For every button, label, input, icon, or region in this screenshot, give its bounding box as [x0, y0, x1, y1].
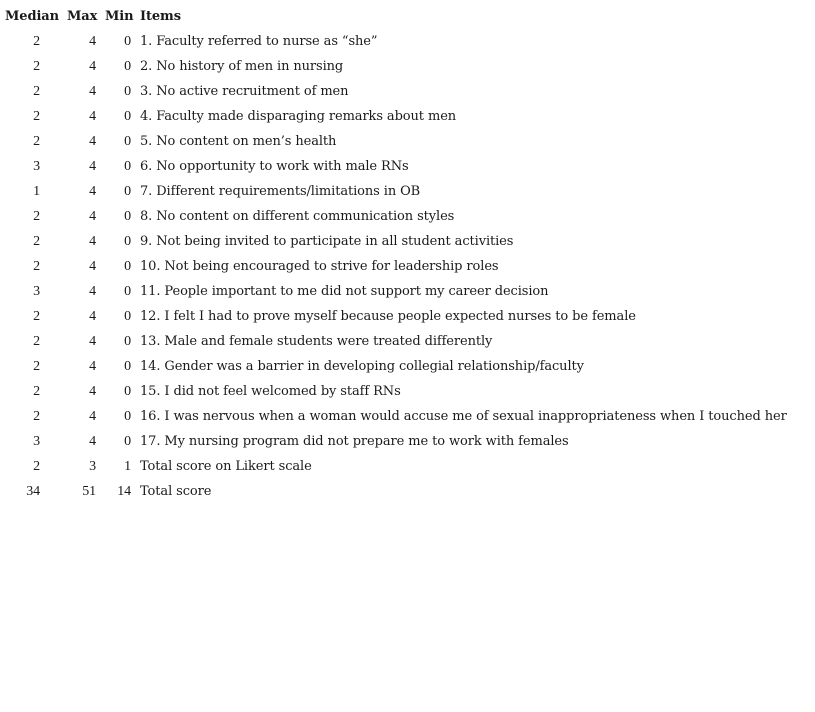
item-text: 15. I did not feel welcomed by staff RNs — [140, 384, 401, 399]
min-value: 0 — [124, 408, 131, 424]
min-value: 0 — [124, 133, 131, 149]
max-value: 4 — [89, 133, 96, 149]
median-value: 2 — [33, 258, 40, 274]
item-text: 4. Faculty made disparaging remarks about men — [140, 109, 457, 124]
min-value: 1 — [124, 458, 131, 474]
min-value: 0 — [124, 233, 131, 249]
table-row — [5, 329, 787, 354]
max-value: 51 — [82, 483, 96, 499]
median-value: 2 — [33, 233, 40, 249]
max-value: 4 — [89, 433, 96, 449]
item-text: 12. I felt I had to prove myself because people expected nurses to be female — [140, 309, 636, 324]
median-value: 1 — [33, 183, 40, 199]
median-value: 2 — [33, 383, 40, 399]
max-value: 4 — [89, 108, 96, 124]
min-value: 14 — [117, 483, 131, 499]
min-header: Min — [105, 9, 134, 24]
table-row — [5, 404, 787, 429]
median-header: Median — [5, 9, 59, 24]
max-value: 4 — [89, 58, 96, 74]
median-value: 2 — [33, 308, 40, 324]
median-value: 2 — [33, 208, 40, 224]
table-row — [5, 179, 787, 204]
item-text: 14. Gender was a barrier in developing collegial relationship/faculty — [140, 359, 584, 374]
median-value: 2 — [33, 133, 40, 149]
min-value: 0 — [124, 108, 131, 124]
median-value: 2 — [33, 33, 40, 49]
table-row — [5, 354, 787, 379]
median-value: 2 — [33, 83, 40, 99]
max-value: 4 — [89, 233, 96, 249]
item-text: Total score — [140, 484, 212, 499]
min-value: 0 — [124, 308, 131, 324]
max-value: 4 — [89, 358, 96, 374]
median-value: 2 — [33, 358, 40, 374]
max-value: 4 — [89, 283, 96, 299]
table-row — [5, 379, 787, 404]
items-header: Items — [140, 9, 181, 24]
min-value: 0 — [124, 33, 131, 49]
max-value: 4 — [89, 83, 96, 99]
item-text: 5. No content on men’s health — [140, 134, 337, 149]
statistics-table — [5, 4, 787, 504]
max-value: 4 — [89, 408, 96, 424]
item-text: 16. I was nervous when a woman would accuse me of sexual inappropriateness when I touched her — [140, 409, 787, 424]
table-row — [5, 479, 787, 504]
item-text: 17. My nursing program did not prepare me to work with females — [140, 434, 569, 449]
median-value: 3 — [33, 433, 40, 449]
table-body — [5, 29, 787, 504]
max-value: 4 — [89, 258, 96, 274]
item-text: 3. No active recruitment of men — [140, 84, 349, 99]
table-header-row — [5, 4, 787, 29]
item-text: 7. Different requirements/limitations in OB — [140, 184, 421, 199]
max-value: 4 — [89, 158, 96, 174]
median-value: 2 — [33, 458, 40, 474]
table-row — [5, 204, 787, 229]
max-value: 4 — [89, 183, 96, 199]
item-text: 13. Male and female students were treated differently — [140, 334, 493, 349]
item-text: 10. Not being encouraged to strive for leadership roles — [140, 259, 499, 274]
table-row — [5, 429, 787, 454]
item-text: 2. No history of men in nursing — [140, 59, 344, 74]
table-row — [5, 29, 787, 54]
min-value: 0 — [124, 383, 131, 399]
table-row — [5, 229, 787, 254]
min-value: 0 — [124, 58, 131, 74]
table-row — [5, 154, 787, 179]
max-value: 4 — [89, 308, 96, 324]
item-text: 8. No content on different communication styles — [140, 209, 455, 224]
min-value: 0 — [124, 183, 131, 199]
max-value: 4 — [89, 208, 96, 224]
item-text: Total score on Likert scale — [140, 459, 312, 474]
min-value: 0 — [124, 83, 131, 99]
median-value: 3 — [33, 283, 40, 299]
median-value: 3 — [33, 158, 40, 174]
median-value: 2 — [33, 408, 40, 424]
median-value: 2 — [33, 108, 40, 124]
median-value: 34 — [26, 483, 40, 499]
table-row — [5, 79, 787, 104]
max-value: 3 — [89, 458, 96, 474]
table-row — [5, 104, 787, 129]
max-value: 4 — [89, 33, 96, 49]
table-row — [5, 304, 787, 329]
table-row — [5, 54, 787, 79]
table-row — [5, 454, 787, 479]
min-value: 0 — [124, 258, 131, 274]
max-value: 4 — [89, 333, 96, 349]
item-text: 11. People important to me did not support my career decision — [140, 284, 549, 299]
item-text: 6. No opportunity to work with male RNs — [140, 159, 409, 174]
min-value: 0 — [124, 358, 131, 374]
item-text: 9. Not being invited to participate in all student activities — [140, 234, 514, 249]
min-value: 0 — [124, 158, 131, 174]
median-value: 2 — [33, 333, 40, 349]
min-value: 0 — [124, 208, 131, 224]
min-value: 0 — [124, 433, 131, 449]
min-value: 0 — [124, 283, 131, 299]
table-row — [5, 254, 787, 279]
table-row — [5, 129, 787, 154]
median-value: 2 — [33, 58, 40, 74]
max-value: 4 — [89, 383, 96, 399]
table-row — [5, 279, 787, 304]
item-text: 1. Faculty referred to nurse as “she” — [140, 34, 378, 49]
min-value: 0 — [124, 333, 131, 349]
max-header: Max — [67, 9, 98, 24]
